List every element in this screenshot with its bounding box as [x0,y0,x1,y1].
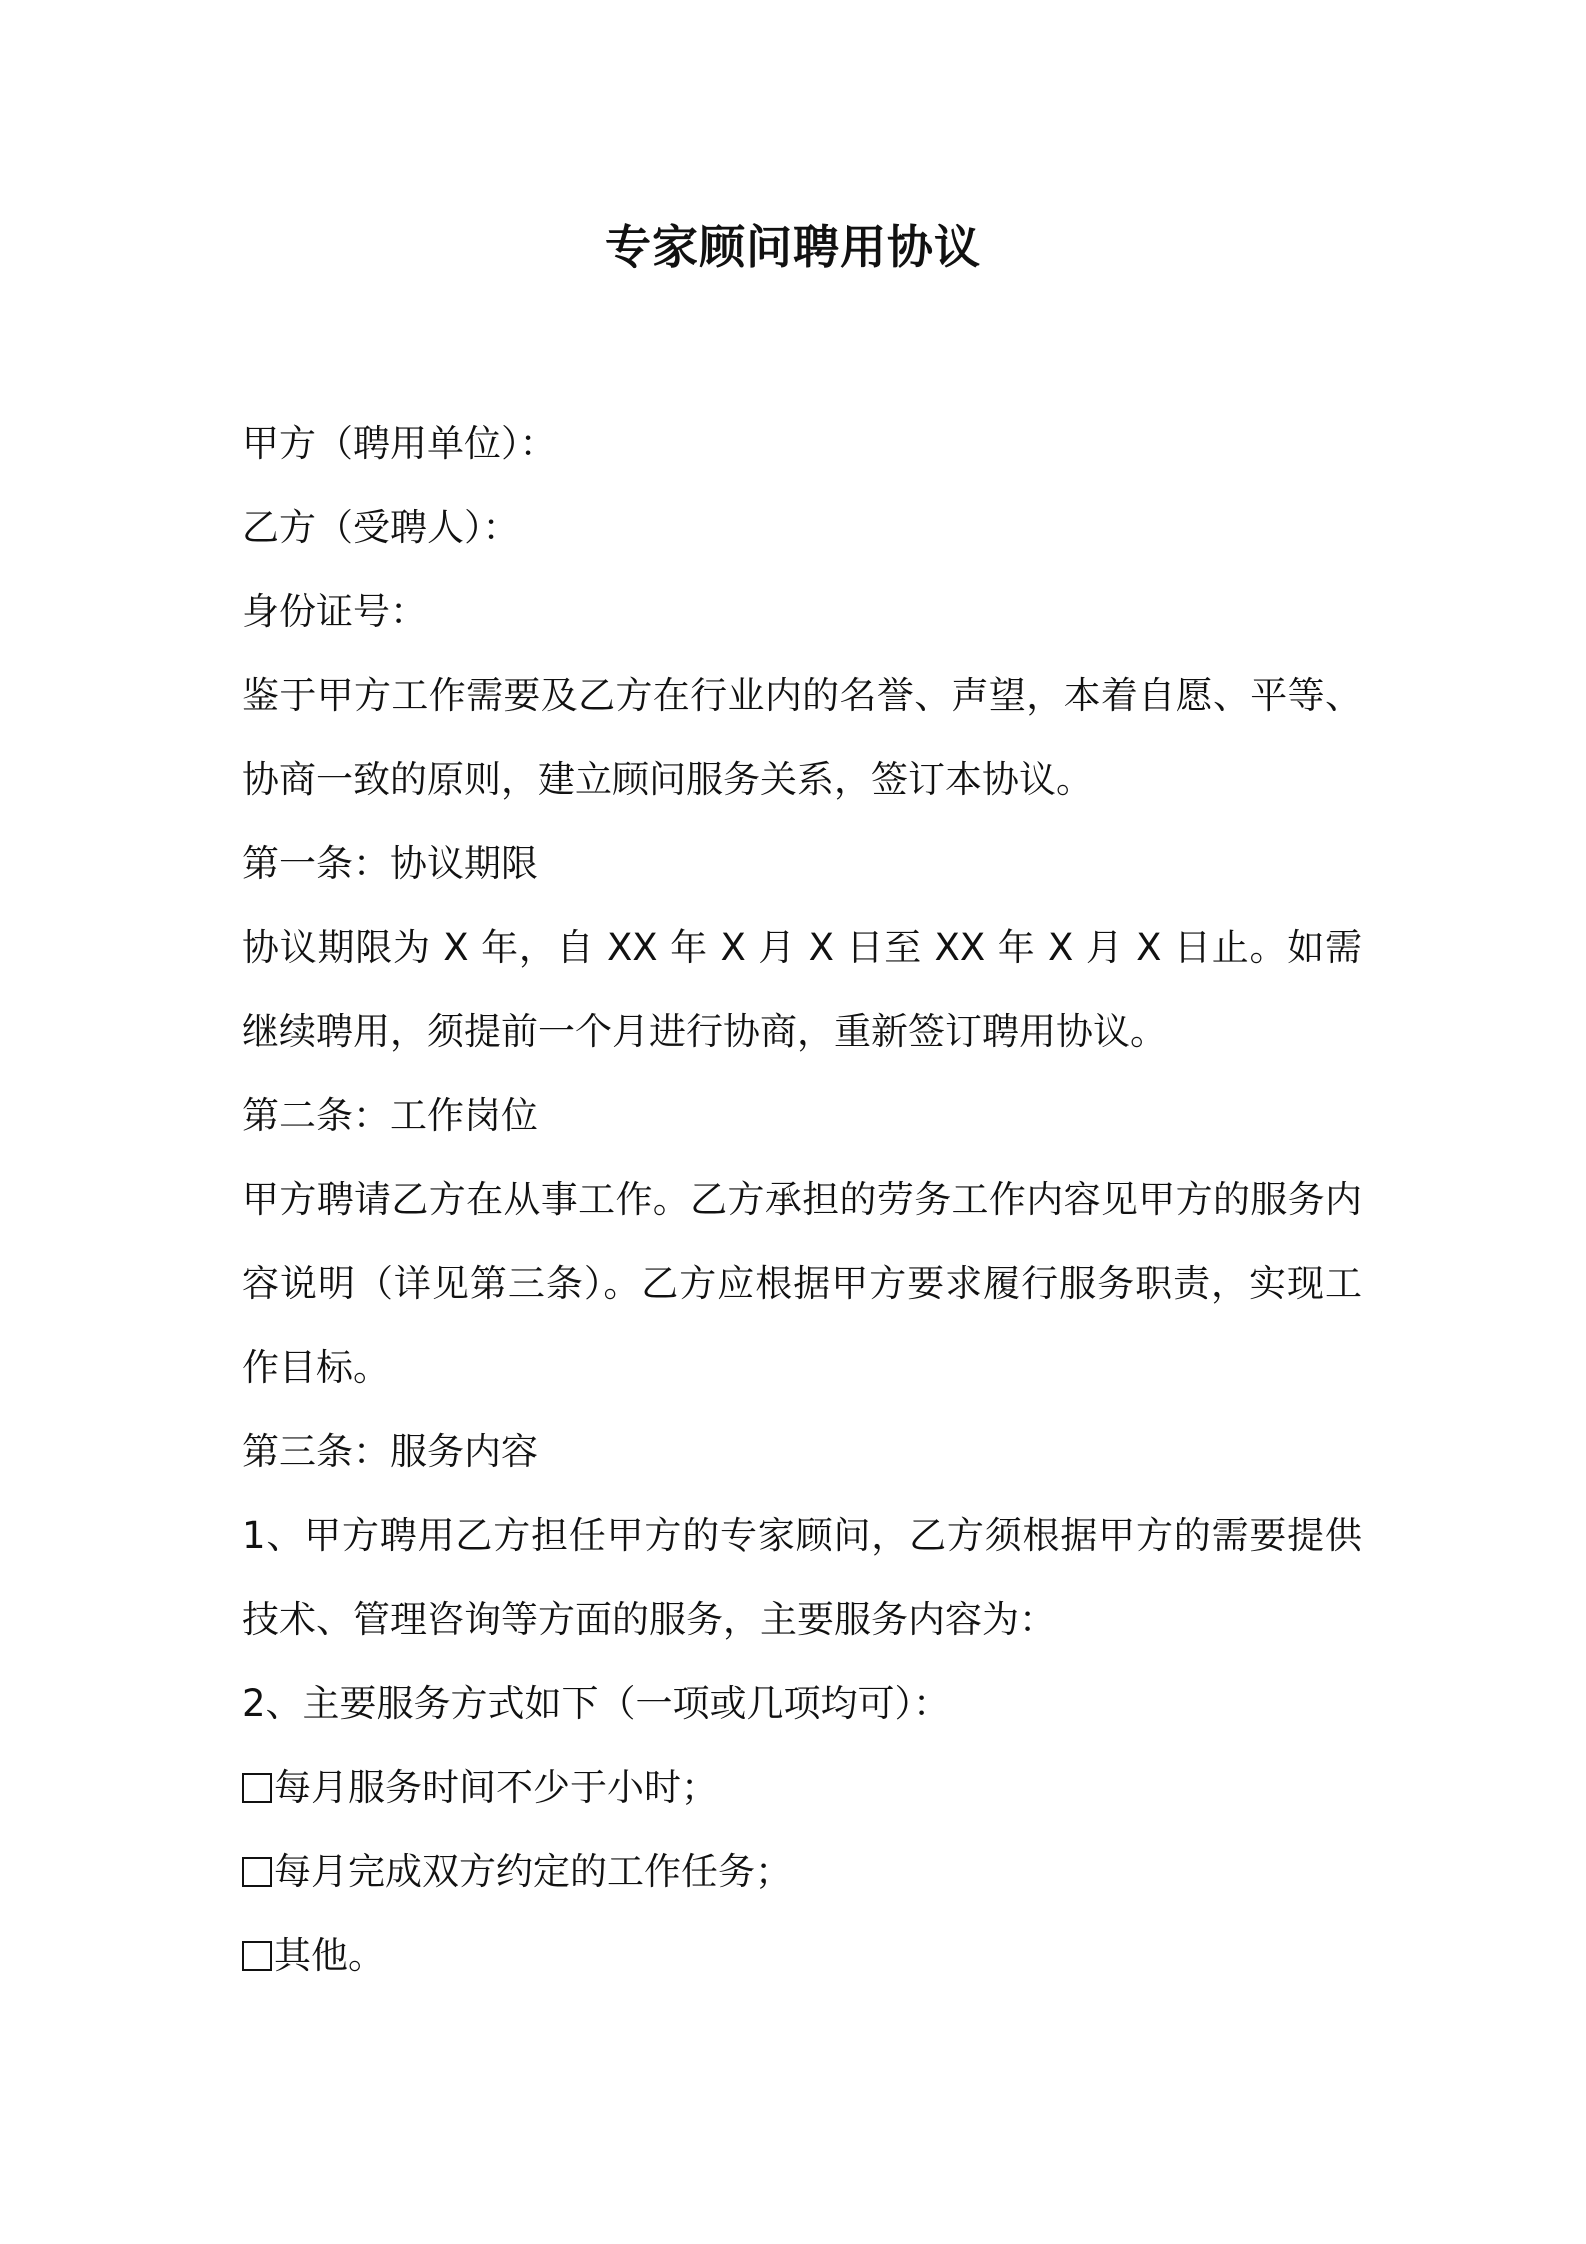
article-2-heading: 第二条：工作岗位 [242,1094,538,1137]
article-3-heading: 第三条：服务内容 [242,1430,538,1473]
preamble-paragraph: 鉴于甲方工作需要及乙方在行业内的名誉、声望，本着自愿、平等、协商一致的原则，建立顾问服务关系，签订本协议。 [242,674,1362,801]
option-line [242,1830,1362,1914]
article-1-heading: 第一条：协议期限 [242,842,538,885]
option-label: 其他。 [274,1934,385,1977]
checkbox-icon[interactable] [242,1941,272,1971]
party-b-line: 乙方（受聘人）： [242,506,520,549]
option-line [242,1914,1362,1998]
article-3-item-2: 2、主要服务方式如下（一项或几项均可）： [242,1682,951,1725]
article-2-text: 甲方聘请乙方在从事工作。乙方承担的劳务工作内容见甲方的服务内容说明（详见第三条）。乙方应根据甲方要求履行服务职责，实现工作目标。 [242,1178,1362,1389]
option-label: 每月服务时间不少于小时； [274,1766,718,1809]
article-3-item-1: 1、甲方聘用乙方担任甲方的专家顾问，乙方须根据甲方的需要提供技术、管理咨询等方面的服务，主要服务内容为： [242,1514,1362,1641]
id-number-line: 身份证号： [242,590,427,633]
party-a-line: 甲方（聘用单位）： [242,422,557,465]
option-line [242,1746,1362,1830]
checkbox-icon[interactable] [242,1773,272,1803]
article-1-text: 协议期限为 X 年，自 XX 年 X 月 X 日至 XX 年 X 月 X 日止。如需继续聘用，须提前一个月进行协商，重新签订聘用协议。 [242,926,1362,1053]
checkbox-icon[interactable] [242,1857,272,1887]
document-body [242,402,1362,1998]
document-title: 专家顾问聘用协议 [605,220,981,274]
option-label: 每月完成双方约定的工作任务； [274,1850,792,1893]
